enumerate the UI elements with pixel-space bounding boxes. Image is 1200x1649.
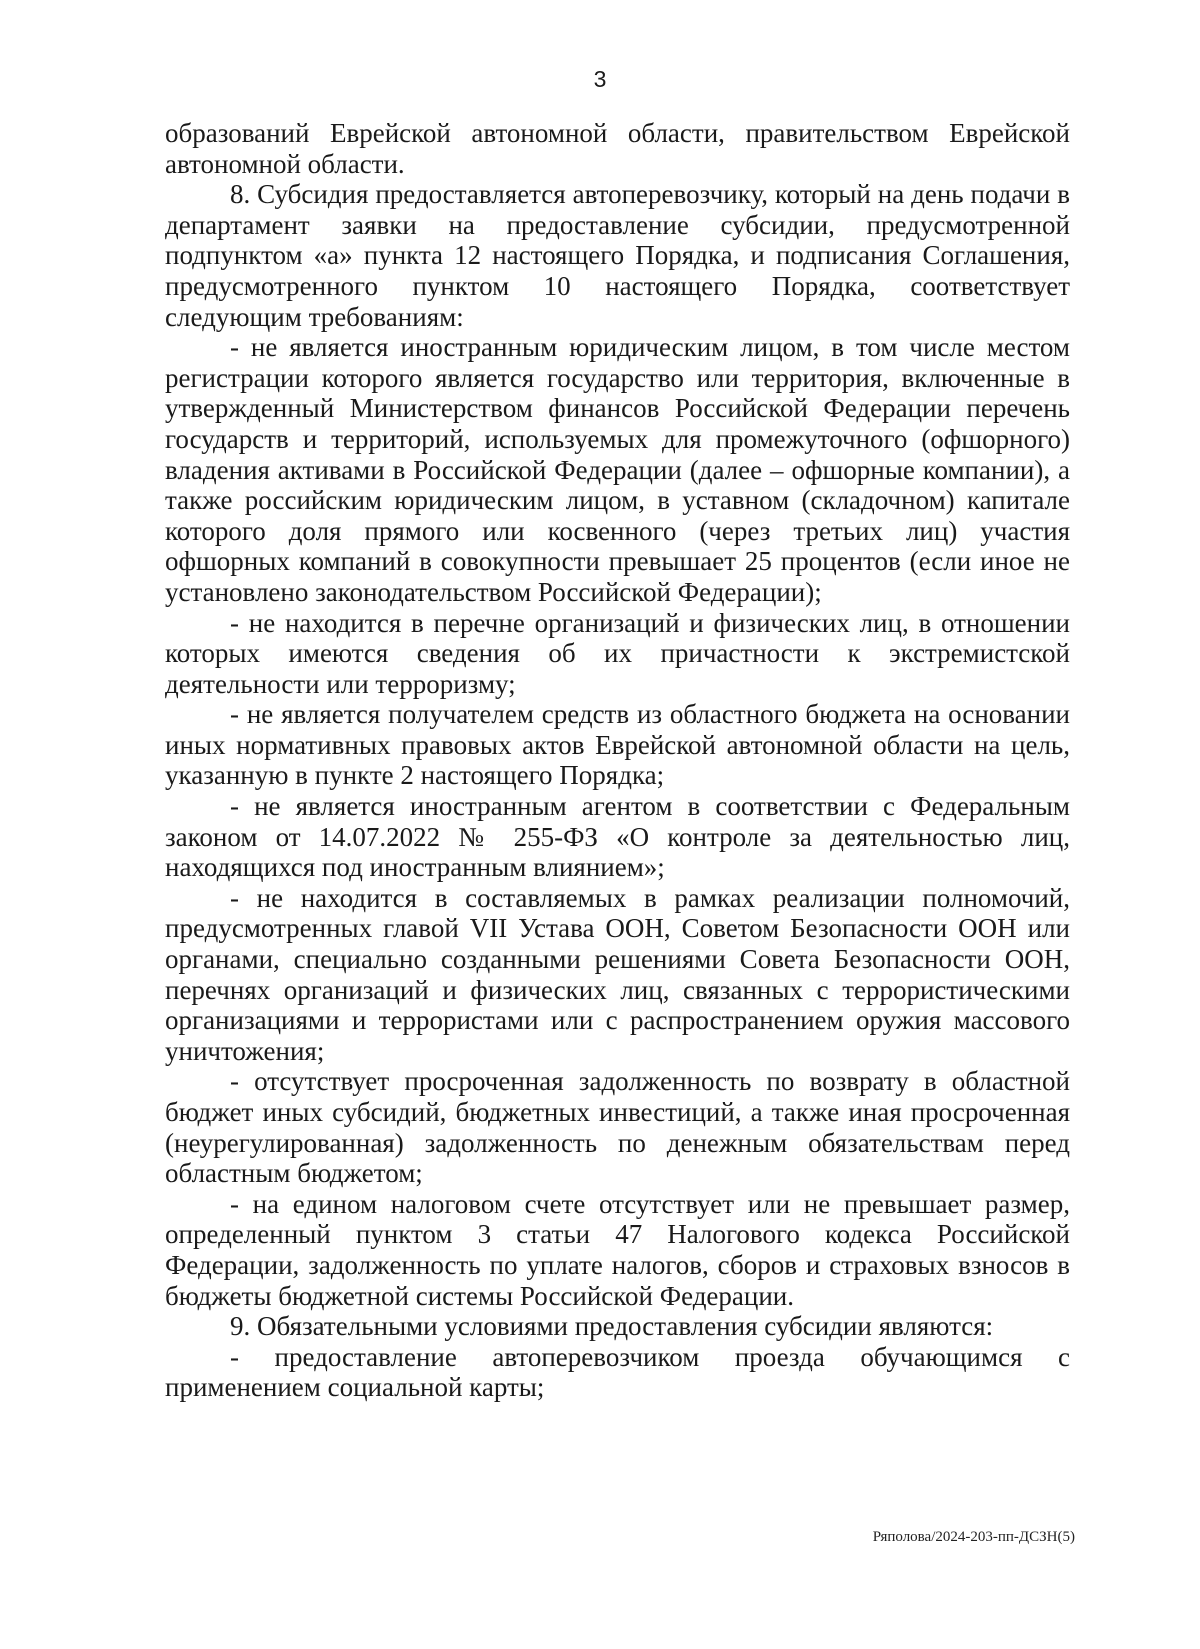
page-number: 3	[593, 66, 607, 92]
requirement-extremism-list: - не находится в перечне организаций и физических лиц, в отношении которых имеются сведения об их причастности к экстремистской деятельности или терроризму;	[165, 607, 1070, 699]
requirement-no-overdue-debt: - отсутствует просроченная задолженность по возврату в областной бюджет иных субсидий, бюджетных инвестиций, а также иная просроченная (неурегулированная) задолженность по денежным обязательствам перед областным бюджетом;	[165, 1066, 1070, 1189]
requirement-tax-account: - на едином налоговом счете отсутствует или не превышает размер, определенный пунктом 3 статьи 47 Налогового кодекса Российской Федерации, задолженность по уплате налогов, сборов и страховых взносов в бюджеты бюджетной системы Российской Федерации.	[165, 1188, 1070, 1311]
requirement-un-sanctions-list: - не находится в составляемых в рамках реализации полномочий, предусмотренных главой VII Устава ООН, Советом Безопасности ООН или органами, специально созданными решениями Совета Безопасности ООН, перечнях организаций и физических лиц, связанных с террористическими организациями и террористами или с распространением оружия массового уничтожения;	[165, 882, 1070, 1066]
document-body	[165, 118, 1070, 1403]
document-footer-code: Ряполова/2024-203-пп-ДСЗН(5)	[872, 1529, 1075, 1545]
requirement-not-budget-recipient: - не является получателем средств из областного бюджета на основании иных нормативных правовых актов Еврейской автономной области на цель, указанную в пункте 2 настоящего Порядка;	[165, 699, 1070, 791]
condition-social-card: - предоставление автоперевозчиком проезда обучающимся с применением социальной карты;	[165, 1341, 1070, 1403]
paragraph-continuation: образований Еврейской автономной области, правительством Еврейской автономной области.	[165, 118, 1070, 179]
paragraph-item-8: 8. Субсидия предоставляется автоперевозчику, который на день подачи в департамент заявки на предоставление субсидии, предусмотренной подпунктом «а» пункта 12 настоящего Порядка, и подписания Соглашения, предусмотренного пунктом 10 настоящего Порядка, соответствует следующим требованиям:	[165, 179, 1070, 332]
requirement-foreign-entity: - не является иностранным юридическим лицом, в том числе местом регистрации которого является государство или территория, включенные в утвержденный Министерством финансов Российской Федерации перечень государств и территорий, используемых для промежуточного (офшорного) владения активами в Российской Федерации (далее – офшорные компании), а также российским юридическим лицом, в уставном (складочном) капитале которого доля прямого или косвенного (через третьих лиц) участия офшорных компаний в совокупности превышает 25 процентов (если иное не установлено законодательством Российской Федерации);	[165, 332, 1070, 607]
requirement-foreign-agent: - не является иностранным агентом в соответствии с Федеральным законом от 14.07.2022 № 255-ФЗ «О контроле за деятельностью лиц, находящихся под иностранным влиянием»;	[165, 791, 1070, 883]
paragraph-item-9: 9. Обязательными условиями предоставления субсидии являются:	[230, 1311, 994, 1342]
